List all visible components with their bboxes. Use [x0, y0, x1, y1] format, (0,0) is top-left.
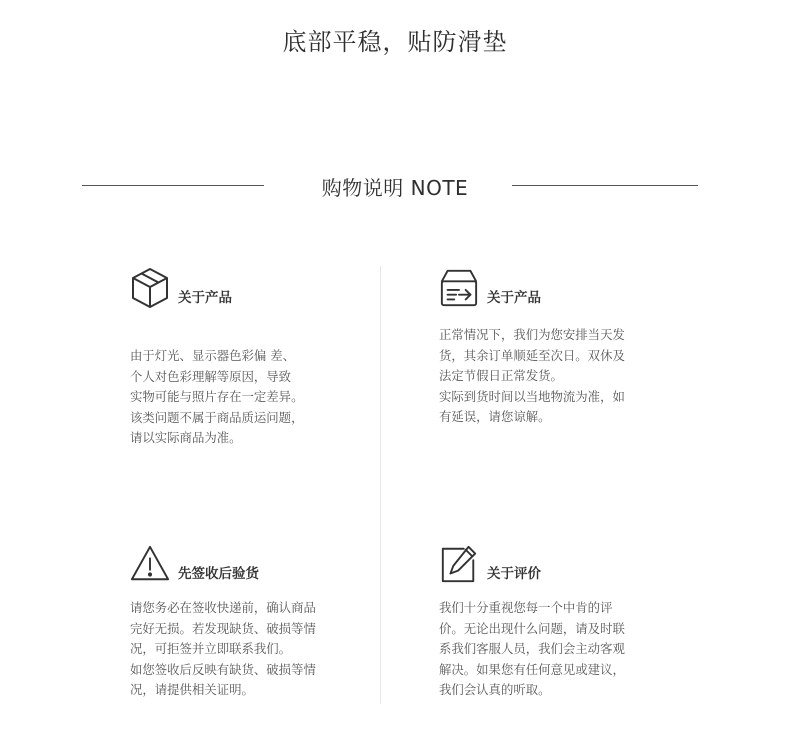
card-title: 关于产品 — [487, 290, 541, 306]
section-header — [0, 170, 790, 202]
card-line: 有延误，请您谅解。 — [439, 409, 551, 424]
column-divider — [380, 266, 381, 704]
card-body — [439, 325, 649, 428]
card-line: 请您务必在签收快递前，确认商品 — [130, 600, 316, 615]
card-line: 解决。如果您有任何意见或建议， — [439, 661, 625, 677]
card-line: 实际到货时间以当地物流为准，如 — [439, 388, 625, 404]
card-line: 完好无损。若发现缺货、破损等情 — [130, 620, 316, 636]
card-title: 先签收后验货 — [178, 566, 259, 582]
card-body — [130, 346, 340, 449]
card-title: 关于评价 — [487, 566, 541, 582]
card-line: 货，其余订单顺延至次日。双休及 — [439, 347, 625, 363]
card-line: 况，请提供相关证明。 — [130, 682, 254, 697]
card-body — [130, 598, 340, 701]
banner-title: 底部平稳，贴防滑垫 — [282, 28, 508, 56]
card-line: 法定节假日正常发货。 — [439, 368, 563, 383]
card-body — [439, 598, 649, 701]
box-icon — [130, 266, 170, 310]
warning-triangle-icon — [130, 542, 170, 586]
card-line: 正常情况下，我们为您安排当天发 — [439, 327, 625, 342]
card-title: 关于产品 — [178, 290, 232, 306]
edit-pencil-icon — [439, 542, 479, 586]
card-line: 该类问题不属于商品质运问题， — [130, 409, 304, 425]
card-line: 由于灯光、显示器色彩偏 差、 — [130, 348, 296, 363]
card-line: 我们十分重视您每一个中肯的评 — [439, 600, 613, 615]
card-line: 我们会认真的听取。 — [439, 682, 551, 697]
card-line: 实物可能与照片存在一定差异。 — [130, 389, 304, 404]
card-line: 况，可拒签并立即联系我们。 — [130, 641, 292, 656]
card-line: 价。无论出现什么问题，请及时联 — [439, 620, 625, 636]
card-line: 请以实际商品为准。 — [130, 430, 242, 445]
card-line: 系我们客服人员，我们会主动客观 — [439, 641, 625, 656]
shipping-box-arrow-icon — [439, 266, 479, 310]
divider-line-right — [512, 185, 698, 186]
section-title: 购物说明 NOTE — [321, 176, 469, 200]
card-line: 如您签收后反映有缺货、破损等情 — [130, 661, 316, 677]
card-line: 个人对色彩理解等原因，导致 — [130, 368, 292, 384]
